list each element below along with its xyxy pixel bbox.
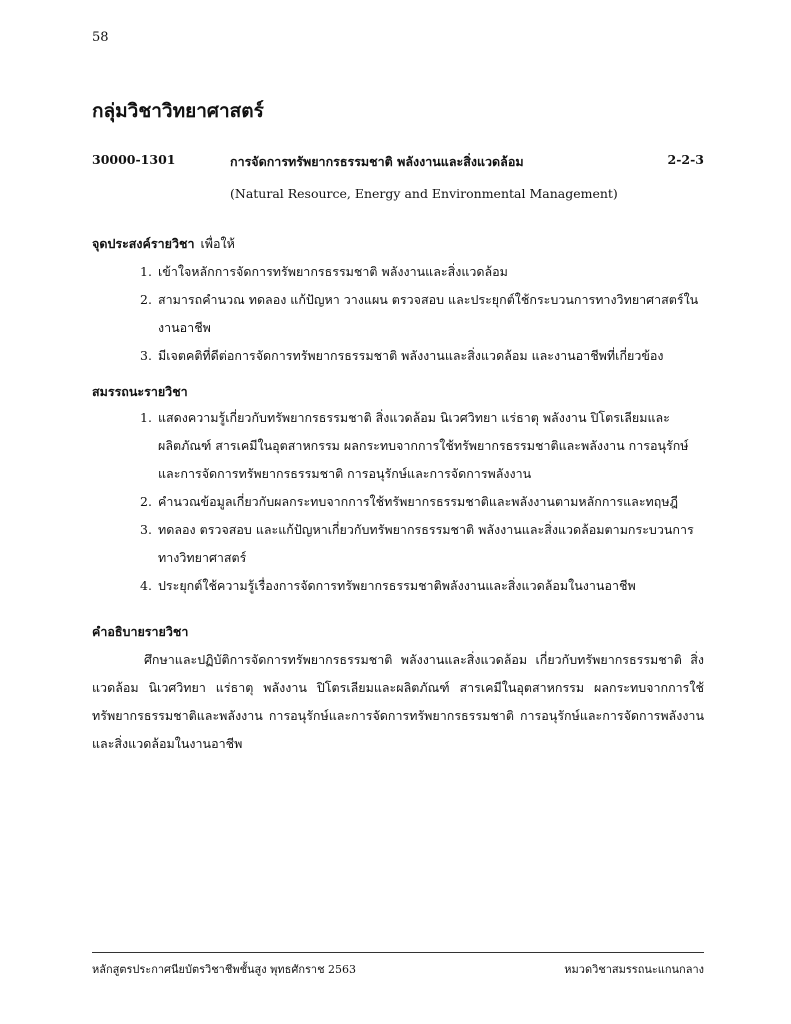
competency-item — [140, 572, 705, 600]
group-title: กลุ่มวิชาวิทยาศาสตร์ — [92, 100, 264, 122]
competency-text: ประยุกต์ใช้ความรู้เรื่องการจัดการทรัพยากรธรรมชาติพลังงานและสิ่งแวดล้อมในงานอาชีพ — [158, 578, 636, 593]
competencies-heading: สมรรถนะรายวิชา — [92, 384, 188, 399]
objectives-heading-tail: เพื่อให้ — [200, 236, 235, 251]
objective-text: เข้าใจหลักการจัดการทรัพยากรธรรมชาติ พลังงานและสิ่งแวดล้อม — [158, 264, 508, 279]
page-number: 58 — [92, 30, 109, 45]
objective-number: 2. — [140, 292, 152, 307]
competency-item — [140, 516, 705, 572]
footer-curriculum: หลักสูตรประกาศนียบัตรวิชาชีพชั้นสูง พุทธศักราช 2563 — [92, 963, 357, 976]
objective-number: 1. — [140, 264, 152, 279]
competencies-list — [140, 404, 705, 600]
course-name-th: การจัดการทรัพยากรธรรมชาติ พลังงานและสิ่งแวดล้อม — [230, 154, 524, 169]
description-heading: คำอธิบายรายวิชา — [92, 624, 189, 639]
competency-number: 1. — [140, 410, 152, 425]
objective-item — [140, 258, 705, 286]
course-code: 30000-1301 — [92, 152, 176, 167]
objective-item — [140, 342, 705, 370]
objective-item — [140, 286, 705, 342]
objectives-heading-label: จุดประสงค์รายวิชา — [92, 236, 195, 251]
competency-text: คำนวณข้อมูลเกี่ยวกับผลกระทบจากการใช้ทรัพยากรธรรมชาติและพลังงานตามหลักการและทฤษฎี — [158, 494, 678, 509]
objective-number: 3. — [140, 348, 152, 363]
competency-text: แสดงความรู้เกี่ยวกับทรัพยากรธรรมชาติ สิ่งแวดล้อม นิเวศวิทยา แร่ธาตุ พลังงาน ปิโตรเลียมและผลิตภัณฑ์ สารเคมีในอุตสาหกรรม ผลกระทบจากการใช้ทรัพยากรธรรมชาติและพลังงาน การอนุรักษ์และการจัดการทรัพยากรธรรมชาติ การอนุรักษ์และการจัดการพลังงาน — [158, 410, 689, 481]
course-name-en: (Natural Resource, Energy and Environmental Management) — [230, 186, 618, 201]
competency-number: 2. — [140, 494, 152, 509]
footer-divider — [92, 952, 704, 953]
competency-number: 3. — [140, 522, 152, 537]
objective-text: สามารถคำนวณ ทดลอง แก้ปัญหา วางแผน ตรวจสอบ และประยุกต์ใช้กระบวนการทางวิทยาศาสตร์ในงานอาชีพ — [158, 292, 699, 335]
footer-category: หมวดวิชาสมรรถนะแกนกลาง — [564, 963, 704, 976]
course-credits: 2-2-3 — [667, 152, 704, 167]
objectives-heading — [92, 234, 235, 254]
competency-text: ทดลอง ตรวจสอบ และแก้ปัญหาเกี่ยวกับทรัพยากรธรรมชาติ พลังงานและสิ่งแวดล้อมตามกระบวนการทางวิทยาศาสตร์ — [158, 522, 694, 565]
objective-text: มีเจตคติที่ดีต่อการจัดการทรัพยากรธรรมชาติ พลังงานและสิ่งแวดล้อม และงานอาชีพที่เกี่ยวข้อง — [158, 348, 664, 363]
description-text: ศึกษาและปฏิบัติการจัดการทรัพยากรธรรมชาติ พลังงานและสิ่งแวดล้อม เกี่ยวกับทรัพยากรธรรมชาติ สิ่งแวดล้อม นิเวศวิทยา แร่ธาตุ พลังงาน ปิโตรเลียมและผลิตภัณฑ์ สารเคมีในอุตสาหกรรม ผลกระทบจากการใช้ทรัพยากรธรรมชาติและพลังงาน การอนุรักษ์และการจัดการทรัพยากรธรรมชาติ การอนุรักษ์และการจัดการพลังงาน และสิ่งแวดล้อมในงานอาชีพ — [92, 652, 704, 751]
competency-item — [140, 488, 705, 516]
competency-number: 4. — [140, 578, 152, 593]
competency-item — [140, 404, 705, 488]
objectives-list — [140, 258, 705, 370]
